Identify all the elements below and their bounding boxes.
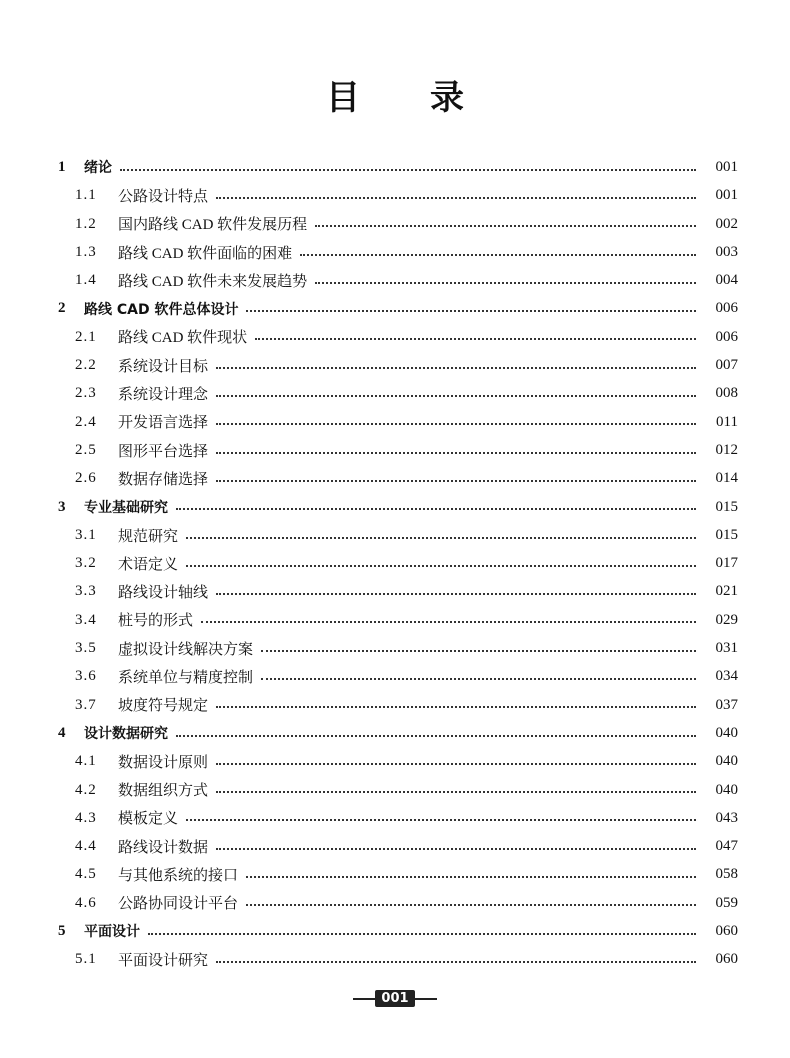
toc-leader-dots [216,847,696,850]
toc-leader-dots [246,309,696,312]
toc-entry-page: 017 [715,555,738,572]
toc-leader-dots [216,790,696,793]
toc-entry-page: 014 [715,470,738,487]
toc-section-entry[interactable] [0,521,790,549]
toc-entry-title: 绪论 [84,160,112,177]
toc-chapter-entry[interactable] [0,493,790,521]
toc-entry-title: 系统设计理念 [118,387,209,404]
toc-leader-dots [246,903,696,906]
toc-entry-title: 桩号的形式 [118,613,194,630]
toc-entry-number: 1.3 [75,243,97,260]
toc-section-entry[interactable] [0,691,790,719]
toc-entry-number: 1 [58,159,66,175]
toc-entry-title: 公路设计特点 [118,188,209,205]
toc-entry-number: 2.1 [75,328,97,345]
toc-entry-page: 040 [715,753,738,770]
toc-leader-dots [216,592,696,595]
toc-leader-dots [176,507,696,510]
toc-section-entry[interactable] [0,747,790,775]
toc-entry-title: 路线 CAD 软件现状 [118,330,248,347]
toc-section-entry[interactable] [0,662,790,690]
toc-entry-title: 数据设计原则 [118,754,209,771]
toc-section-entry[interactable] [0,210,790,238]
toc-entry-page: 060 [715,951,738,968]
toc-entry-title: 设计数据研究 [84,726,168,743]
toc-entry-page: 060 [715,923,738,940]
toc-section-entry[interactable] [0,181,790,209]
toc-entry-number: 3.4 [75,611,97,628]
toc-entry-number: 4.6 [75,894,97,911]
toc-entry-number: 3.5 [75,640,97,657]
toc-entry-number: 3 [58,498,66,515]
toc-entry-title: 开发语言选择 [118,415,209,432]
toc-entry-page: 011 [716,413,738,430]
page-footer [0,990,790,1007]
toc-section-entry[interactable] [0,436,790,464]
toc-section-entry[interactable] [0,889,790,917]
toc-leader-dots [261,677,696,680]
table-of-contents [0,153,790,974]
title-char-1: 目 [326,80,360,117]
toc-entry-number: 3.3 [75,583,97,600]
toc-entry-page: 040 [715,781,738,798]
toc-section-entry[interactable] [0,634,790,662]
toc-entry-number: 1.2 [75,215,97,232]
toc-leader-dots [216,196,696,199]
footer-rule-left [353,998,375,1000]
toc-entry-number: 5.1 [75,951,97,968]
toc-entry-title: 路线 CAD 软件未来发展趋势 [118,273,308,290]
toc-leader-dots [186,818,696,821]
toc-entry-number: 2 [58,300,66,317]
toc-entry-number: 5 [58,923,66,940]
toc-entry-page: 037 [715,696,738,713]
toc-entry-title: 路线 CAD 软件总体设计 [84,301,239,318]
toc-leader-dots [216,960,696,963]
toc-section-entry[interactable] [0,323,790,351]
toc-entry-title: 专业基础研究 [84,499,168,516]
toc-chapter-entry[interactable] [0,153,790,181]
toc-entry-page: 002 [715,215,738,232]
toc-leader-dots [186,564,696,567]
toc-entry-number: 4.4 [75,838,97,855]
toc-entry-page: 003 [715,243,738,260]
toc-leader-dots [216,705,696,708]
toc-leader-dots [216,394,696,397]
toc-entry-page: 001 [715,187,738,204]
toc-entry-title: 数据存储选择 [118,471,209,488]
toc-entry-page: 006 [715,328,738,345]
toc-section-entry[interactable] [0,804,790,832]
toc-entry-title: 坡度符号规定 [118,698,209,715]
toc-section-entry[interactable] [0,379,790,407]
toc-entry-title: 系统设计目标 [118,358,209,375]
toc-entry-number: 4.1 [75,753,97,770]
toc-entry-number: 2.3 [75,385,97,402]
toc-entry-title: 平面设计 [84,924,140,941]
toc-entry-number: 4.2 [75,781,97,798]
toc-leader-dots [216,422,696,425]
toc-entry-page: 021 [715,583,738,600]
toc-section-entry[interactable] [0,464,790,492]
toc-entry-number: 1.1 [75,187,97,204]
toc-leader-dots [261,649,696,652]
toc-section-entry[interactable] [0,606,790,634]
toc-leader-dots [120,168,696,171]
toc-entry-title: 路线设计数据 [118,839,209,856]
toc-entry-page: 040 [715,724,738,741]
toc-entry-title: 规范研究 [118,528,179,545]
toc-section-entry[interactable] [0,945,790,973]
toc-entry-title: 国内路线 CAD 软件发展历程 [118,217,308,234]
footer-rule-right [415,998,437,1000]
toc-entry-page: 006 [715,300,738,317]
toc-entry-number: 2.5 [75,441,97,458]
toc-entry-page: 007 [715,357,738,374]
footer-page-number: 001 [375,990,414,1007]
toc-section-entry[interactable] [0,776,790,804]
toc-leader-dots [315,281,696,284]
toc-entry-page: 008 [715,385,738,402]
toc-leader-dots [216,451,696,454]
toc-entry-page: 034 [715,668,738,685]
title-char-2: 录 [430,80,464,117]
toc-entry-number: 1.4 [75,272,97,289]
toc-leader-dots [300,253,696,256]
toc-entry-number: 4.5 [75,866,97,883]
toc-entry-title: 平面设计研究 [118,952,209,969]
toc-entry-title: 虚拟设计线解决方案 [118,641,254,658]
toc-entry-page: 029 [715,611,738,628]
toc-section-entry[interactable] [0,238,790,266]
toc-section-entry[interactable] [0,266,790,294]
toc-entry-page: 015 [715,498,738,515]
toc-section-entry[interactable] [0,577,790,605]
toc-entry-title: 公路协同设计平台 [118,896,239,913]
toc-section-entry[interactable] [0,832,790,860]
toc-entry-number: 3.6 [75,668,97,685]
toc-leader-dots [148,932,696,935]
toc-leader-dots [246,875,696,878]
toc-entry-number: 2.4 [75,413,97,430]
toc-entry-title: 数据组织方式 [118,783,209,800]
toc-entry-number: 3.1 [75,526,97,543]
toc-entry-title: 路线设计轴线 [118,585,209,602]
toc-section-entry[interactable] [0,351,790,379]
toc-leader-dots [216,762,696,765]
toc-leader-dots [216,366,696,369]
toc-leader-dots [216,479,696,482]
toc-section-entry[interactable] [0,549,790,577]
toc-entry-title: 路线 CAD 软件面临的困难 [118,245,293,262]
toc-entry-page: 059 [715,894,738,911]
toc-entry-number: 3.7 [75,696,97,713]
toc-entry-page: 001 [715,159,738,175]
toc-entry-number: 4.3 [75,809,97,826]
toc-entry-page: 058 [715,866,738,883]
toc-entry-title: 图形平台选择 [118,443,209,460]
toc-entry-number: 2.2 [75,357,97,374]
toc-entry-title: 模板定义 [118,811,179,828]
toc-chapter-entry[interactable] [0,294,790,322]
toc-entry-number: 2.6 [75,470,97,487]
toc-entry-title: 术语定义 [118,556,179,573]
toc-chapter-entry[interactable] [0,917,790,945]
page-title [0,70,790,119]
toc-leader-dots [186,536,696,539]
toc-leader-dots [176,734,696,737]
toc-entry-title: 系统单位与精度控制 [118,669,254,686]
toc-chapter-entry[interactable] [0,719,790,747]
toc-entry-page: 031 [715,640,738,657]
toc-entry-page: 004 [715,272,738,289]
toc-entry-page: 043 [715,809,738,826]
toc-entry-number: 4 [58,724,66,741]
toc-section-entry[interactable] [0,408,790,436]
toc-entry-number: 3.2 [75,555,97,572]
toc-entry-page: 012 [715,441,738,458]
toc-entry-page: 047 [715,838,738,855]
toc-section-entry[interactable] [0,860,790,888]
toc-leader-dots [315,224,696,227]
toc-leader-dots [201,620,696,623]
toc-leader-dots [255,337,696,340]
toc-entry-title: 与其他系统的接口 [118,868,239,885]
toc-entry-page: 015 [715,526,738,543]
